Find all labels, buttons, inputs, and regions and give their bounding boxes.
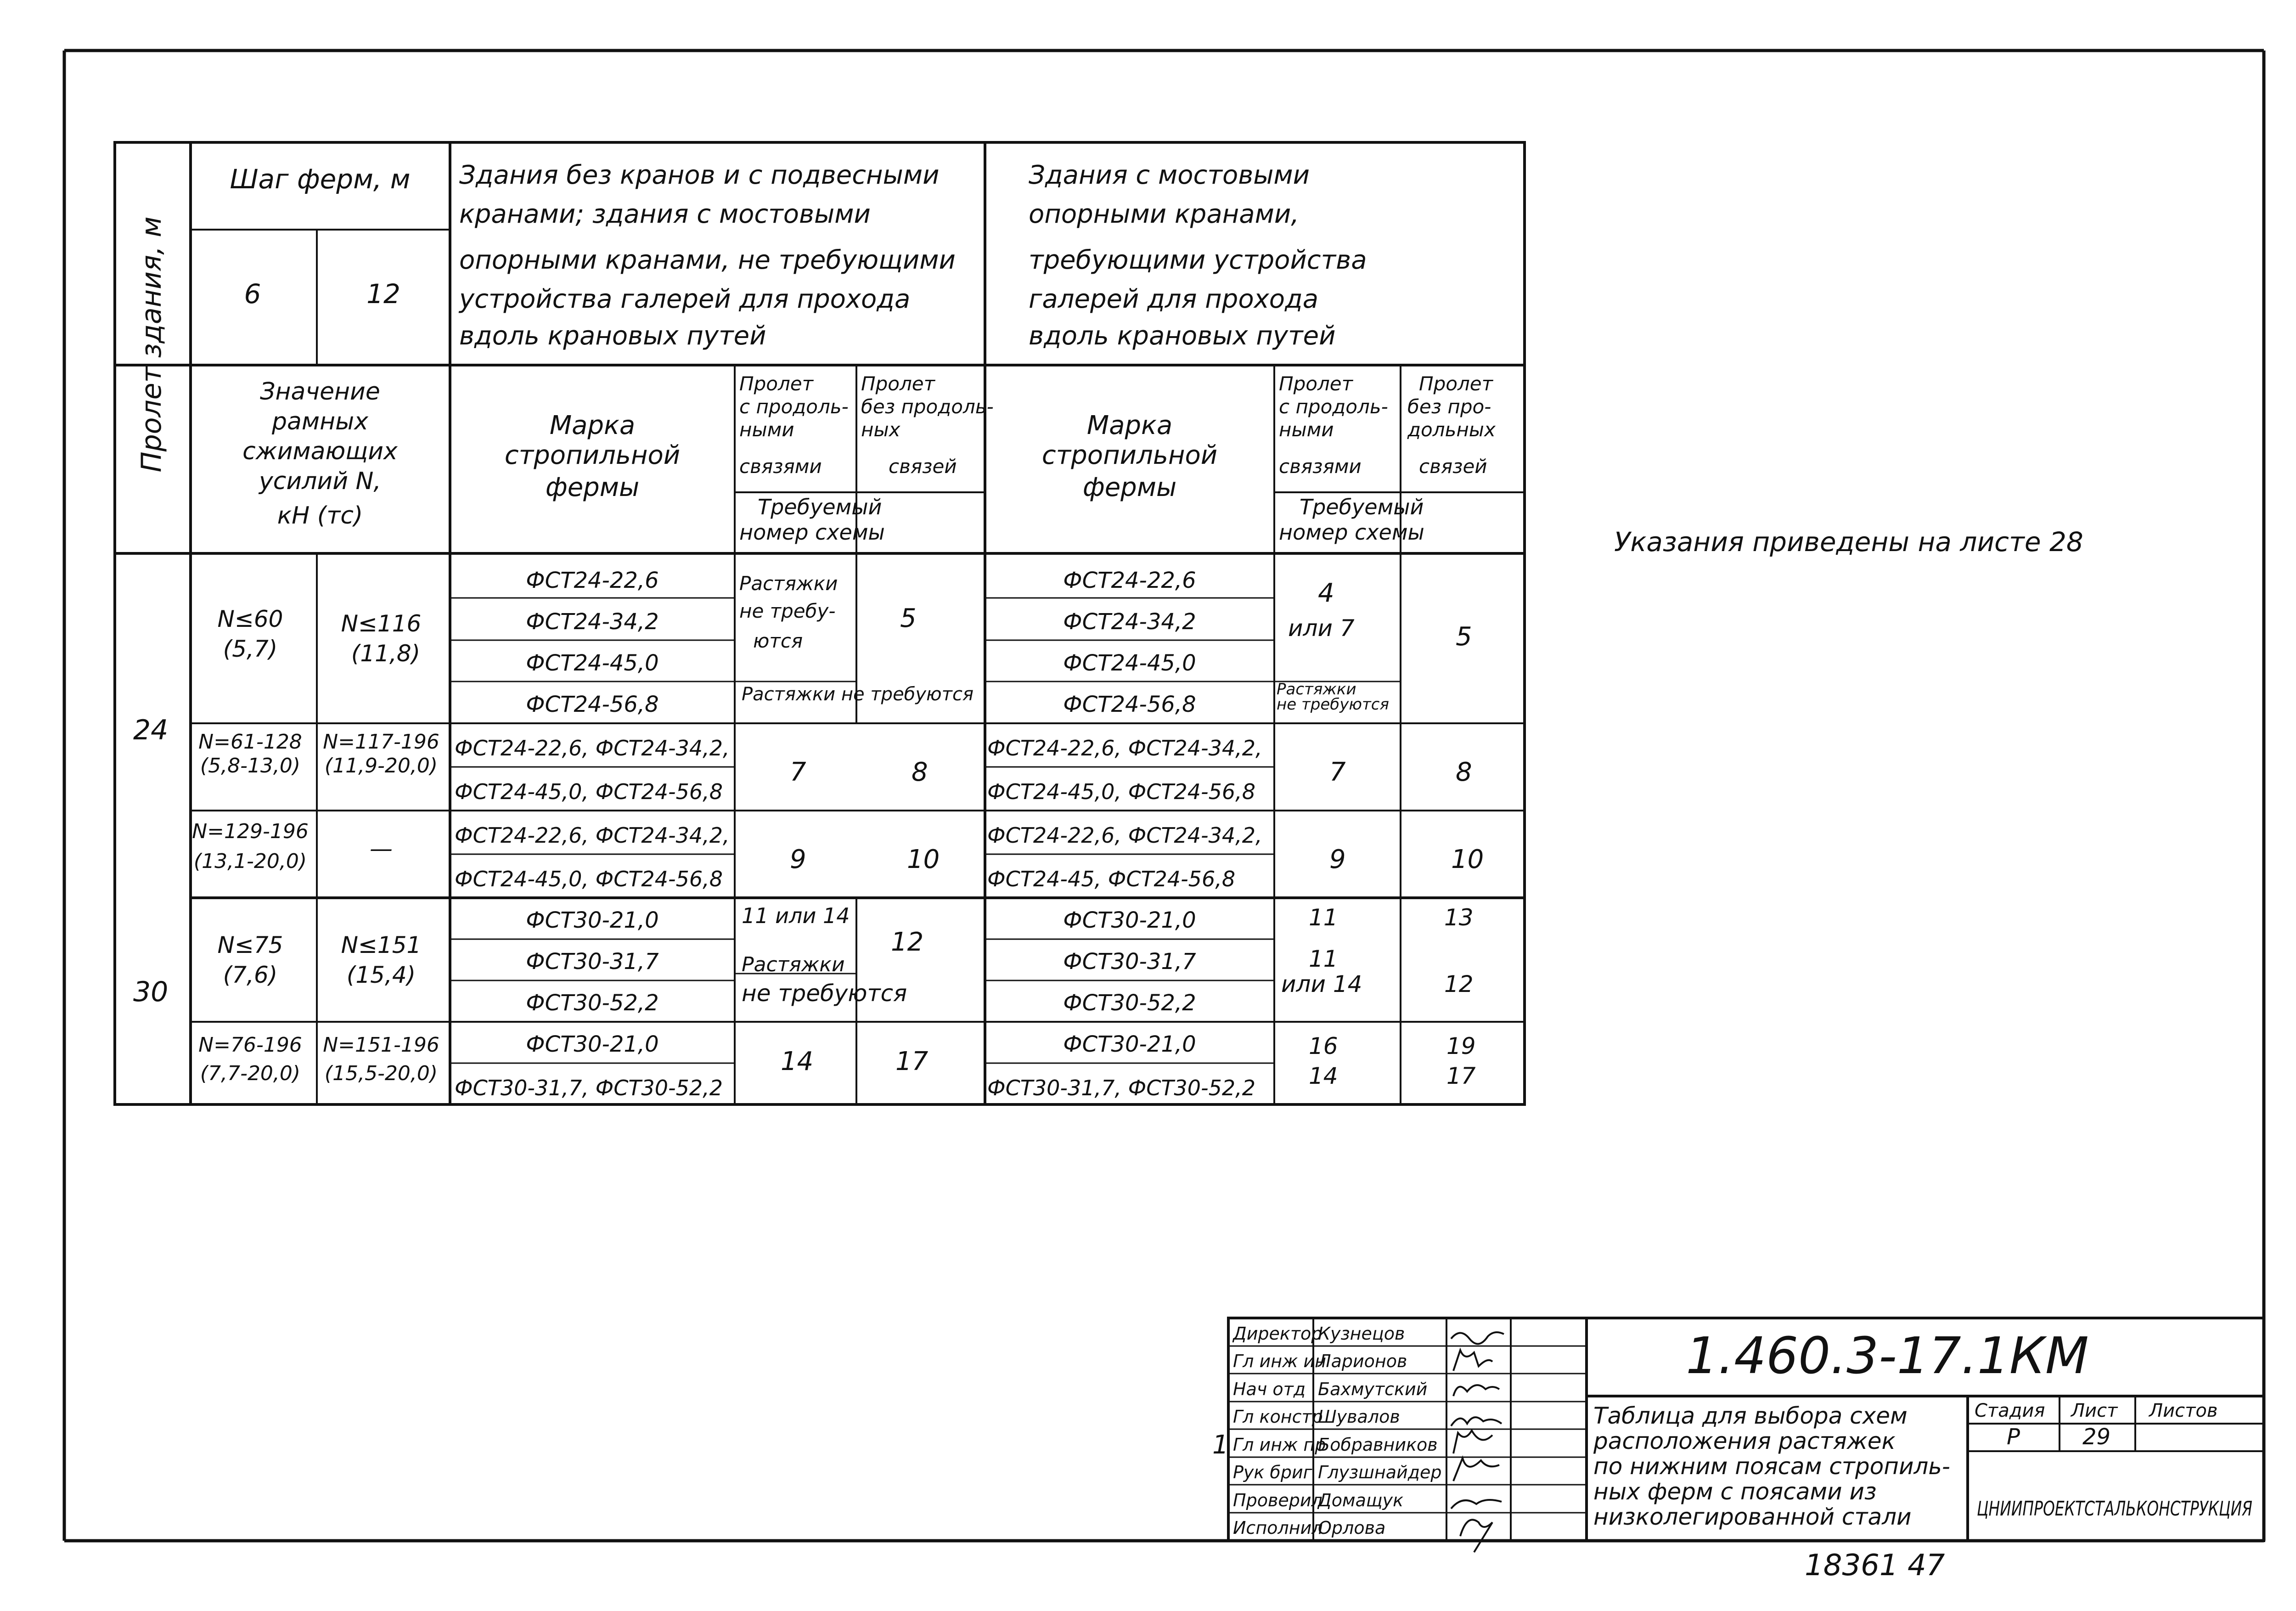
- svg-text:N≤116: N≤116: [341, 610, 422, 637]
- svg-text:(11,9-20,0): (11,9-20,0): [324, 754, 438, 777]
- name-5: Глузшнайдер: [1318, 1462, 1442, 1482]
- stage-label: Стадия: [1975, 1400, 2045, 1421]
- archive-number: 18361 47: [1805, 1549, 1945, 1583]
- svg-text:N≤60: N≤60: [217, 606, 283, 632]
- svg-text:ФСТ30-21,0: ФСТ30-21,0: [526, 1031, 659, 1057]
- sheet-label: Лист: [2071, 1400, 2118, 1421]
- svg-text:4: 4: [1318, 578, 1334, 608]
- svg-text:Марка: Марка: [1086, 411, 1173, 440]
- svg-text:ФСТ24-22,6, ФСТ24-34,2,: ФСТ24-22,6, ФСТ24-34,2,: [987, 823, 1262, 848]
- svg-text:фермы: фермы: [1082, 473, 1177, 502]
- svg-text:(7,7-20,0): (7,7-20,0): [200, 1062, 301, 1085]
- svg-text:10: 10: [1451, 845, 1484, 874]
- name-0: Кузнецов: [1318, 1324, 1405, 1344]
- svg-text:ФСТ24-45,0: ФСТ24-45,0: [1063, 650, 1196, 676]
- svg-text:ФСТ24-56,8: ФСТ24-56,8: [1063, 692, 1196, 717]
- svg-text:17: 17: [895, 1047, 929, 1076]
- svg-text:галерей для прохода: галерей для прохода: [1029, 284, 1319, 314]
- role-7: Исполнил: [1233, 1518, 1323, 1538]
- svg-text:рамных: рамных: [272, 408, 368, 435]
- svg-text:N≤75: N≤75: [217, 932, 283, 958]
- role-3: Гл констр: [1233, 1407, 1323, 1427]
- svg-text:ФСТ24-45,0, ФСТ24-56,8: ФСТ24-45,0, ФСТ24-56,8: [455, 867, 723, 891]
- svg-text:N=76-196: N=76-196: [198, 1033, 302, 1057]
- svg-text:10: 10: [907, 845, 940, 874]
- step-header: Шаг ферм, м: [230, 163, 411, 195]
- svg-text:или 7: или 7: [1288, 615, 1355, 642]
- stage-value: Р: [2007, 1424, 2020, 1450]
- svg-text:Растяжки не требуются: Растяжки не требуются: [742, 684, 974, 705]
- svg-text:7: 7: [1329, 757, 1346, 787]
- svg-text:ными: ными: [1279, 418, 1334, 441]
- doc-code: 1.460.3-17.1КМ: [1686, 1326, 2089, 1385]
- name-1: Ларионов: [1318, 1351, 1407, 1371]
- svg-text:ФСТ30-21,0: ФСТ30-21,0: [1063, 1031, 1196, 1057]
- svg-text:ФСТ24-22,6, ФСТ24-34,2,: ФСТ24-22,6, ФСТ24-34,2,: [455, 823, 730, 848]
- svg-text:связями: связями: [739, 455, 822, 478]
- svg-text:Здания с мостовыми: Здания с мостовыми: [1029, 160, 1310, 190]
- role-0: Директор: [1233, 1324, 1322, 1344]
- svg-text:связей: связей: [1419, 455, 1487, 478]
- svg-text:Пролет: Пролет: [1279, 372, 1353, 395]
- svg-text:опорными кранами, не требующим: опорными кранами, не требующими: [459, 245, 956, 275]
- svg-text:с продоль-: с продоль-: [739, 395, 849, 418]
- svg-text:ных: ных: [861, 418, 900, 441]
- name-2: Бахмутский: [1318, 1379, 1428, 1399]
- svg-text:ФСТ30-21,0: ФСТ30-21,0: [1063, 907, 1196, 933]
- svg-text:ными: ными: [739, 418, 794, 441]
- svg-text:ФСТ24-22,6: ФСТ24-22,6: [1063, 568, 1196, 593]
- no-ties-header-2: [1407, 372, 1496, 478]
- svg-text:Таблица для выбора схем: Таблица для выбора схем: [1593, 1403, 1908, 1429]
- svg-text:с продоль-: с продоль-: [1279, 395, 1388, 418]
- role-5: Рук бриг: [1233, 1462, 1312, 1482]
- svg-text:ФСТ30-21,0: ФСТ30-21,0: [526, 907, 659, 933]
- svg-text:(11,8): (11,8): [351, 640, 421, 667]
- svg-text:9: 9: [790, 845, 806, 874]
- svg-text:N=129-196: N=129-196: [192, 820, 309, 843]
- svg-text:требующими устройства: требующими устройства: [1029, 245, 1367, 275]
- svg-text:14: 14: [781, 1047, 814, 1076]
- svg-text:фермы: фермы: [545, 473, 640, 502]
- svg-text:(7,6): (7,6): [223, 962, 278, 988]
- step-12: 12: [366, 278, 400, 310]
- span-24: 24: [133, 714, 169, 746]
- role-4: Гл инж пр: [1233, 1435, 1326, 1455]
- svg-text:(15,5-20,0): (15,5-20,0): [324, 1062, 438, 1085]
- instructions-note: Указания приведены на листе 28: [1614, 526, 2083, 558]
- name-4: Бобравников: [1318, 1435, 1438, 1455]
- svg-text:не требуются: не требуются: [742, 980, 907, 1007]
- role-2: Нач отд: [1233, 1379, 1306, 1399]
- svg-text:—: —: [370, 835, 393, 862]
- svg-text:N=151-196: N=151-196: [323, 1033, 439, 1057]
- role-6: Проверил: [1233, 1490, 1322, 1510]
- svg-text:Требуемый: Требуемый: [1300, 495, 1424, 519]
- svg-text:ФСТ24-34,2: ФСТ24-34,2: [1063, 609, 1196, 635]
- role-1: Гл инж ин: [1233, 1351, 1326, 1371]
- svg-text:Требуемый: Требуемый: [758, 495, 882, 519]
- svg-text:связями: связями: [1279, 455, 1362, 478]
- svg-text:ФСТ30-52,2: ФСТ30-52,2: [526, 990, 659, 1016]
- svg-text:кранами; здания с мостовыми: кранами; здания с мостовыми: [459, 199, 871, 229]
- svg-text:ФСТ30-31,7: ФСТ30-31,7: [1063, 949, 1196, 974]
- svg-text:8: 8: [1456, 757, 1472, 787]
- svg-text:16: 16: [1309, 1033, 1338, 1059]
- svg-text:стропильной: стропильной: [504, 440, 681, 470]
- svg-text:низколегированной стали: низколегированной стали: [1593, 1504, 1912, 1530]
- svg-text:ФСТ24-45,0, ФСТ24-56,8: ФСТ24-45,0, ФСТ24-56,8: [987, 779, 1255, 804]
- svg-text:14: 14: [1309, 1063, 1338, 1089]
- svg-text:стропильной: стропильной: [1041, 440, 1218, 470]
- svg-text:(15,4): (15,4): [346, 962, 416, 988]
- svg-text:Значение: Значение: [260, 378, 380, 406]
- sheet-value: 29: [2082, 1424, 2111, 1450]
- svg-text:11 или 14: 11 или 14: [742, 903, 850, 928]
- span-header: Пролет здания, м: [135, 216, 168, 473]
- name-6: Домащук: [1318, 1490, 1404, 1510]
- svg-text:11: 11: [1309, 904, 1338, 931]
- svg-text:(5,8-13,0): (5,8-13,0): [200, 754, 301, 777]
- svg-text:5: 5: [1456, 622, 1472, 652]
- svg-text:без про-: без про-: [1407, 395, 1491, 418]
- svg-text:13: 13: [1444, 904, 1474, 931]
- svg-text:по нижним поясам стропиль-: по нижним поясам стропиль-: [1593, 1453, 1950, 1480]
- svg-text:ФСТ30-31,7, ФСТ30-52,2: ФСТ30-31,7, ФСТ30-52,2: [987, 1076, 1255, 1100]
- svg-text:(5,7): (5,7): [223, 636, 278, 662]
- svg-text:8: 8: [912, 757, 928, 787]
- svg-text:или 14: или 14: [1281, 971, 1362, 997]
- svg-text:дольных: дольных: [1407, 418, 1496, 441]
- svg-text:ФСТ24-22,6, ФСТ24-34,2,: ФСТ24-22,6, ФСТ24-34,2,: [455, 736, 730, 760]
- span-30: 30: [133, 976, 169, 1008]
- svg-text:12: 12: [891, 927, 924, 957]
- name-3: Шувалов: [1318, 1407, 1400, 1427]
- svg-text:11: 11: [1309, 946, 1338, 972]
- scheme-header-1: [739, 495, 885, 545]
- sheets-label: Листов: [2149, 1400, 2218, 1421]
- svg-text:номер схемы: номер схемы: [1279, 520, 1424, 545]
- svg-text:вдоль крановых путей: вдоль крановых путей: [459, 321, 766, 351]
- svg-text:12: 12: [1444, 971, 1474, 997]
- svg-text:ФСТ30-31,7: ФСТ30-31,7: [526, 949, 659, 974]
- step-6: 6: [244, 278, 261, 310]
- svg-text:сжимающих: сжимающих: [242, 438, 398, 465]
- svg-text:N=117-196: N=117-196: [323, 730, 439, 754]
- svg-text:Пролет: Пролет: [1419, 372, 1493, 395]
- svg-text:без продоль-: без продоль-: [861, 395, 994, 418]
- svg-text:Здания без кранов и с подвесны: Здания без кранов и с подвесными: [459, 160, 940, 190]
- svg-text:ФСТ24-22,6: ФСТ24-22,6: [526, 568, 659, 593]
- svg-text:ФСТ24-45, ФСТ24-56,8: ФСТ24-45, ФСТ24-56,8: [987, 867, 1236, 891]
- svg-text:N=61-128: N=61-128: [198, 730, 302, 754]
- svg-text:номер схемы: номер схемы: [739, 520, 885, 545]
- organization: ЦНИИПРОЕКТСТАЛЬКОНСТРУКЦИЯ: [1977, 1497, 2252, 1521]
- revision-mark: 1: [1212, 1430, 1229, 1460]
- name-7: Орлова: [1318, 1518, 1386, 1538]
- svg-text:ФСТ24-22,6, ФСТ24-34,2,: ФСТ24-22,6, ФСТ24-34,2,: [987, 736, 1262, 760]
- svg-text:кН (тс): кН (тс): [277, 502, 363, 529]
- svg-text:ФСТ24-34,2: ФСТ24-34,2: [526, 609, 659, 635]
- svg-text:Растяжки: Растяжки: [742, 953, 845, 976]
- doc-title: [1593, 1403, 1950, 1530]
- svg-text:5: 5: [900, 603, 917, 633]
- svg-text:9: 9: [1329, 845, 1346, 874]
- svg-text:вдоль крановых путей: вдоль крановых путей: [1029, 321, 1336, 351]
- svg-text:Растяжки: Растяжки: [739, 572, 838, 595]
- svg-text:17: 17: [1446, 1063, 1476, 1089]
- svg-text:Пролет: Пролет: [739, 372, 814, 395]
- svg-text:усилий N,: усилий N,: [259, 468, 381, 495]
- svg-text:ются: ются: [753, 630, 803, 652]
- svg-text:N≤151: N≤151: [341, 932, 422, 958]
- svg-text:не требу-: не требу-: [739, 600, 836, 622]
- svg-text:опорными кранами,: опорными кранами,: [1029, 199, 1300, 229]
- svg-text:Растяжки: Растяжки: [1277, 680, 1356, 698]
- svg-text:ФСТ24-45,0, ФСТ24-56,8: ФСТ24-45,0, ФСТ24-56,8: [455, 779, 723, 804]
- svg-text:не требуются: не требуются: [1277, 695, 1389, 714]
- svg-text:ных ферм с поясами из: ных ферм с поясами из: [1593, 1478, 1877, 1505]
- svg-text:устройства галерей для прохода: устройства галерей для прохода: [459, 284, 911, 314]
- svg-text:ФСТ24-45,0: ФСТ24-45,0: [526, 650, 659, 676]
- svg-text:(13,1-20,0): (13,1-20,0): [193, 850, 307, 873]
- svg-text:связей: связей: [889, 455, 957, 478]
- svg-text:19: 19: [1446, 1033, 1476, 1059]
- svg-text:Марка: Марка: [549, 411, 636, 440]
- svg-text:расположения растяжек: расположения растяжек: [1593, 1428, 1896, 1454]
- svg-text:ФСТ30-52,2: ФСТ30-52,2: [1063, 990, 1196, 1016]
- svg-text:ФСТ24-56,8: ФСТ24-56,8: [526, 692, 659, 717]
- scheme-header-2: [1279, 495, 1424, 545]
- svg-text:Пролет: Пролет: [861, 372, 935, 395]
- svg-text:ФСТ30-31,7, ФСТ30-52,2: ФСТ30-31,7, ФСТ30-52,2: [455, 1076, 723, 1100]
- svg-text:7: 7: [790, 757, 806, 787]
